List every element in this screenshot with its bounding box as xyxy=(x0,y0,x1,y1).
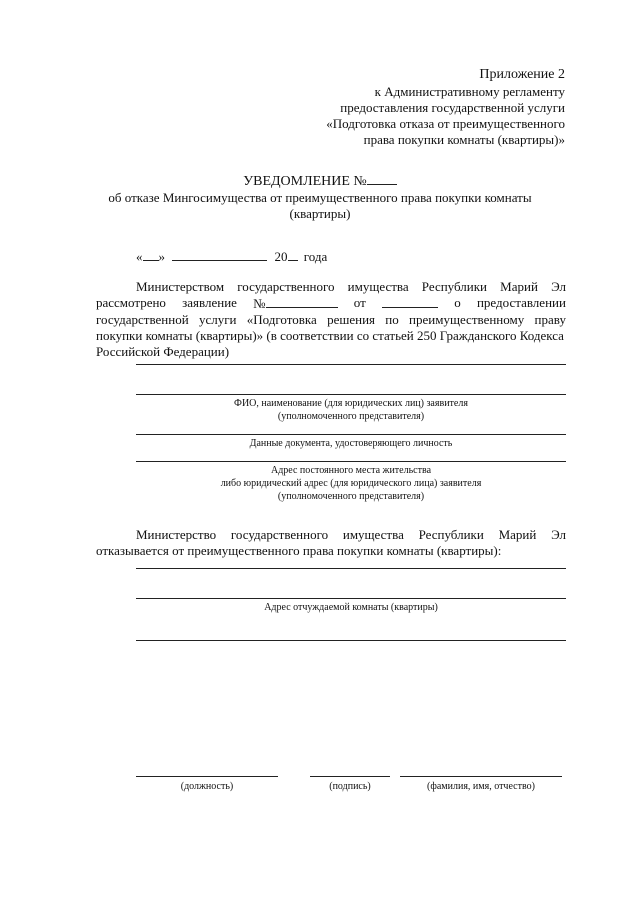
date-line xyxy=(136,248,327,265)
appendix-block xyxy=(300,66,565,148)
paragraph-refusal xyxy=(96,527,566,559)
paragraph-review xyxy=(96,279,566,360)
year-suffix: года xyxy=(303,249,328,264)
caption-full-name: (фамилия, имя, отчество) xyxy=(427,781,535,792)
caption-id-document: Данные документа, удостоверяющего личность xyxy=(249,438,453,449)
paragraph-line: Российской Федерации) xyxy=(96,344,230,359)
title-subtitle: (квартиры) xyxy=(289,206,351,221)
application-date-blank[interactable] xyxy=(382,295,438,308)
appendix-line: к Административному регламенту xyxy=(374,84,565,99)
paragraph-line: государственной услуги «Подготовка решения по преимущественному праву xyxy=(96,312,566,327)
position-line[interactable] xyxy=(136,776,278,777)
day-blank[interactable] xyxy=(143,248,159,261)
appendix-line: «Подготовка отказа от преимущественного xyxy=(326,116,565,131)
paragraph-line: покупки комнаты (квартиры)» (в соответствии со статьей 250 Гражданского Кодекса xyxy=(96,328,564,343)
property-address-line-3[interactable] xyxy=(136,640,566,641)
document-title xyxy=(60,172,580,191)
paragraph-line: Министерством государственного имущества Республики Марий Эл xyxy=(136,279,566,294)
year-prefix: 20 xyxy=(274,249,288,264)
applicant-name-line-2[interactable] xyxy=(136,394,566,395)
caption-position: (должность) xyxy=(180,781,234,792)
address-line[interactable] xyxy=(136,461,566,462)
property-address-line-1[interactable] xyxy=(136,568,566,569)
notice-number-blank[interactable] xyxy=(367,172,397,185)
full-name-line[interactable] xyxy=(400,776,562,777)
caption-applicant-name: ФИО, наименование (для юридических лиц) заявителя (уполномоченного представителя) xyxy=(234,398,468,422)
date-quote: » xyxy=(158,249,165,264)
applicant-name-line-1[interactable] xyxy=(136,364,566,365)
appendix-line: права покупки комнаты (квартиры)» xyxy=(363,132,565,147)
caption-signature: (подпись) xyxy=(329,781,371,792)
title-main: УВЕДОМЛЕНИЕ № xyxy=(243,174,367,189)
caption-property-address: Адрес отчуждаемой комнаты (квартиры) xyxy=(264,602,438,613)
title-subtitle: об отказе Мингосимущества от преимущественного права покупки комнаты xyxy=(108,190,532,205)
appendix-line: предоставления государственной услуги xyxy=(340,100,565,115)
paragraph-line: отказывается от преимущественного права покупки комнаты (квартиры): xyxy=(96,543,502,558)
id-document-line[interactable] xyxy=(136,434,566,435)
month-blank[interactable] xyxy=(172,248,267,261)
signature-line[interactable] xyxy=(310,776,390,777)
paragraph-line: рассмотрено заявление № от о предоставлении xyxy=(96,295,566,311)
paragraph-line: Министерство государственного имущества Республики Марий Эл xyxy=(136,527,566,542)
application-number-blank[interactable] xyxy=(266,295,338,308)
date-quote: « xyxy=(136,249,143,264)
property-address-line-2[interactable] xyxy=(136,598,566,599)
year-blank[interactable] xyxy=(288,248,298,261)
caption-address: Адрес постоянного места жительства либо юридический адрес (для юридического лица) заявителя (уполномоченного представителя) xyxy=(220,465,482,502)
appendix-number: Приложение 2 xyxy=(479,67,565,82)
